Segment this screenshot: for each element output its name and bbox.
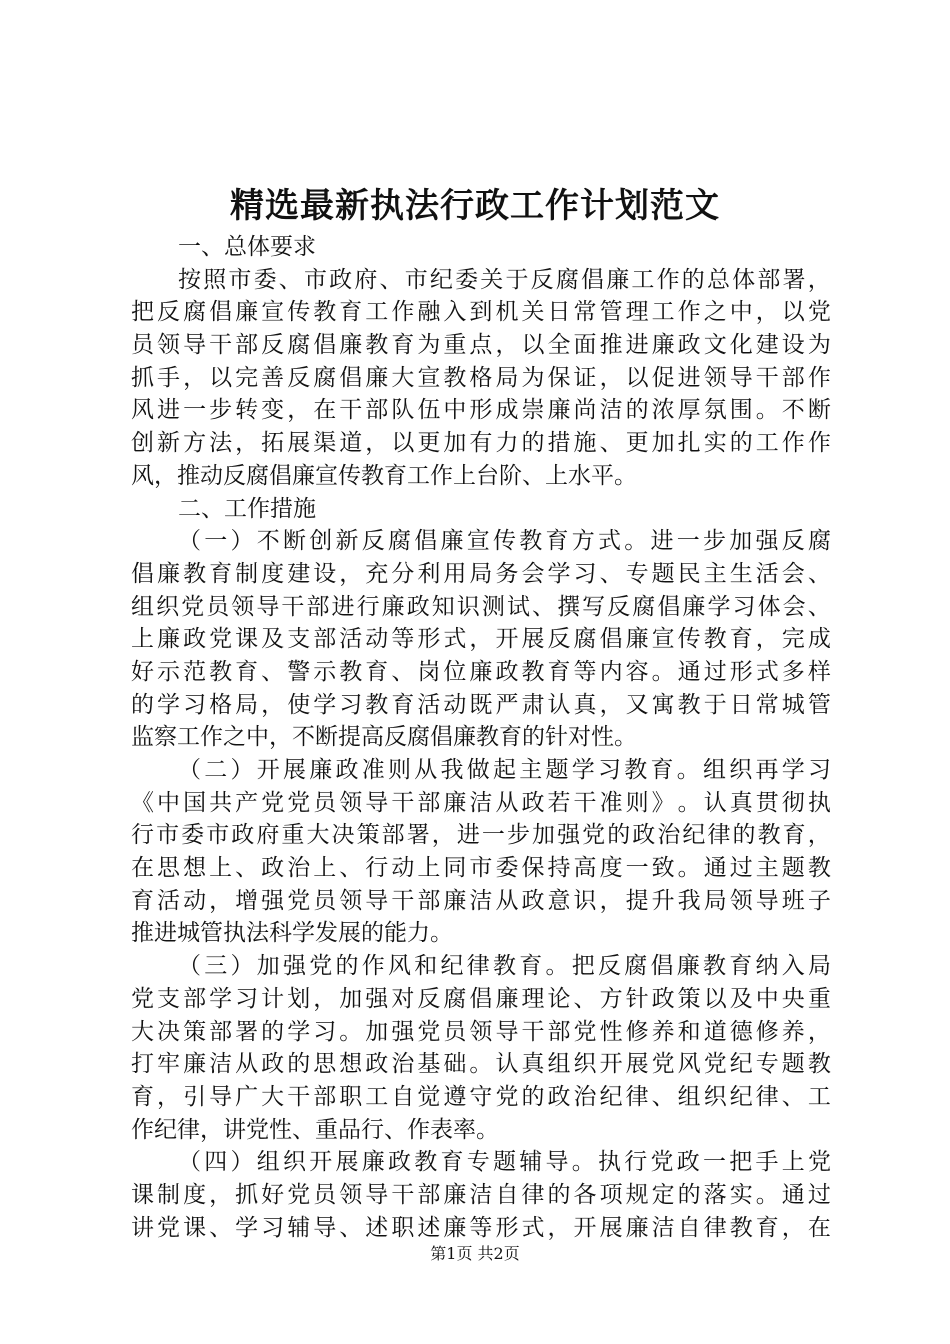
paragraph-line: 员 领 导 干 部 反 腐 倡 廉 教 育 为 重 点 ， 以 全 面 推 进 廉 政 文 化 建 设 为 (131, 332, 831, 359)
paragraph-line: 的 学 习 格 局 ， 使 学 习 教 育 活 动 既 严 肃 认 真 ， 又 寓 教 于 日 常 城 管 (131, 691, 831, 718)
paragraph-line: （ 一 ） 不 断 创 新 反 腐 倡 廉 宣 传 教 育 方 式 。 进 一 步 加 强 反 腐 (178, 528, 831, 555)
paragraph-line: 讲 党 课 、 学 习 辅 导 、 述 职 述 廉 等 形 式 ， 开 展 廉 洁 自 律 教 育 ， 在 (131, 1214, 831, 1241)
paragraph-line: 育 活 动 ， 增 强 党 员 领 导 干 部 廉 洁 从 政 意 识 ， 提 升 我 局 领 导 班 子 (131, 887, 831, 914)
document-body (131, 231, 831, 1244)
paragraph-line: 育 ， 引 导 广 大 干 部 职 工 自 觉 遵 守 党 的 政 治 纪 律 、 组 织 纪 律 、 工 (131, 1083, 831, 1110)
paragraph-line: （ 二 ） 开 展 廉 政 准 则 从 我 做 起 主 题 学 习 教 育 。 组 织 再 学 习 (178, 757, 831, 783)
paragraph-line: 在 思 想 上 、 政 治 上 、 行 动 上 同 市 委 保 持 高 度 一 致 。 通 过 主 题 教 (131, 855, 831, 882)
page-footer: 第1页 共2页 (430, 1244, 520, 1263)
paragraph-line: 按 照 市 委 、 市 政 府 、 市 纪 委 关 于 反 腐 倡 廉 工 作 的 总 体 部 署 ， (178, 266, 831, 293)
paragraph-line: 监察工作之中，不断提高反腐倡廉教育的针对性。 (131, 724, 637, 751)
paragraph-line: 《 中 国 共 产 党 党 员 领 导 干 部 廉 洁 从 政 若 干 准 则 》 。 认 真 贯 彻 执 (131, 789, 831, 816)
paragraph-line: 课 制 度 ， 抓 好 党 员 领 导 干 部 廉 洁 自 律 的 各 项 规 定 的 落 实 。 通 过 (131, 1181, 831, 1208)
paragraph-line: 行 市 委 市 政 府 重 大 决 策 部 署 ， 进 一 步 加 强 党 的 政 治 纪 律 的 教 育 ， (131, 822, 831, 849)
paragraph-line: 打 牢 廉 洁 从 政 的 思 想 政 治 基 础 。 认 真 组 织 开 展 党 风 党 纪 专 题 教 (131, 1051, 831, 1078)
paragraph-line: 好 示 范 教 育 、 警 示 教 育 、 岗 位 廉 政 教 育 等 内 容 。 通 过 形 式 多 样 (131, 658, 831, 685)
paragraph-line: （ 三 ） 加 强 党 的 作 风 和 纪 律 教 育 。 把 反 腐 倡 廉 教 育 纳 入 局 (178, 953, 831, 980)
paragraph-line: 作纪律，讲党性、重品行、作表率。 (131, 1116, 499, 1143)
paragraph-line: 抓 手 ， 以 完 善 反 腐 倡 廉 大 宣 教 格 局 为 保 证 ， 以 促 进 领 导 干 部 作 (131, 364, 831, 391)
paragraph-line: （ 四 ） 组 织 开 展 廉 政 教 育 专 题 辅 导 。 执 行 党 政 一 把 手 上 党 (178, 1149, 831, 1176)
paragraph-line: 创 新 方 法 ， 拓 展 渠 道 ， 以 更 加 有 力 的 措 施 、 更 加 扎 实 的 工 作 作 (131, 430, 831, 457)
paragraph-line: 风 进 一 步 转 变 ， 在 干 部 队 伍 中 形 成 崇 廉 尚 洁 的 浓 厚 氛 围 。 不 断 (131, 397, 831, 424)
paragraph-line: 倡 廉 教 育 制 度 建 设 ， 充 分 利 用 局 务 会 学 习 、 专 题 民 主 生 活 会 、 (131, 560, 831, 587)
paragraph-line: 大 决 策 部 署 的 学 习 。 加 强 党 员 领 导 干 部 党 性 修 养 和 道 德 修 养 ， (131, 1018, 831, 1045)
section-heading: 二、工作措施 (178, 495, 316, 522)
paragraph-line: 上 廉 政 党 课 及 支 部 活 动 等 形 式 ， 开 展 反 腐 倡 廉 宣 传 教 育 ， 完 成 (131, 626, 831, 653)
paragraph-line: 风，推动反腐倡廉宣传教育工作上台阶、上水平。 (131, 462, 637, 489)
paragraph-line: 组 织 党 员 领 导 干 部 进 行 廉 政 知 识 测 试 、 撰 写 反 腐 倡 廉 学 习 体 会 、 (131, 593, 831, 620)
paragraph-line: 把 反 腐 倡 廉 宣 传 教 育 工 作 融 入 到 机 关 日 常 管 理 工 作 之 中 ， 以 党 (131, 299, 831, 326)
section-heading: 一、总体要求 (178, 234, 316, 260)
paragraph-line: 推进城管执法科学发展的能力。 (131, 920, 453, 947)
document-title: 精选最新执法行政工作计划范文 (230, 186, 720, 226)
paragraph-line: 党 支 部 学 习 计 划 ， 加 强 对 反 腐 倡 廉 理 论 、 方 针 政 策 以 及 中 央 重 (131, 985, 831, 1012)
